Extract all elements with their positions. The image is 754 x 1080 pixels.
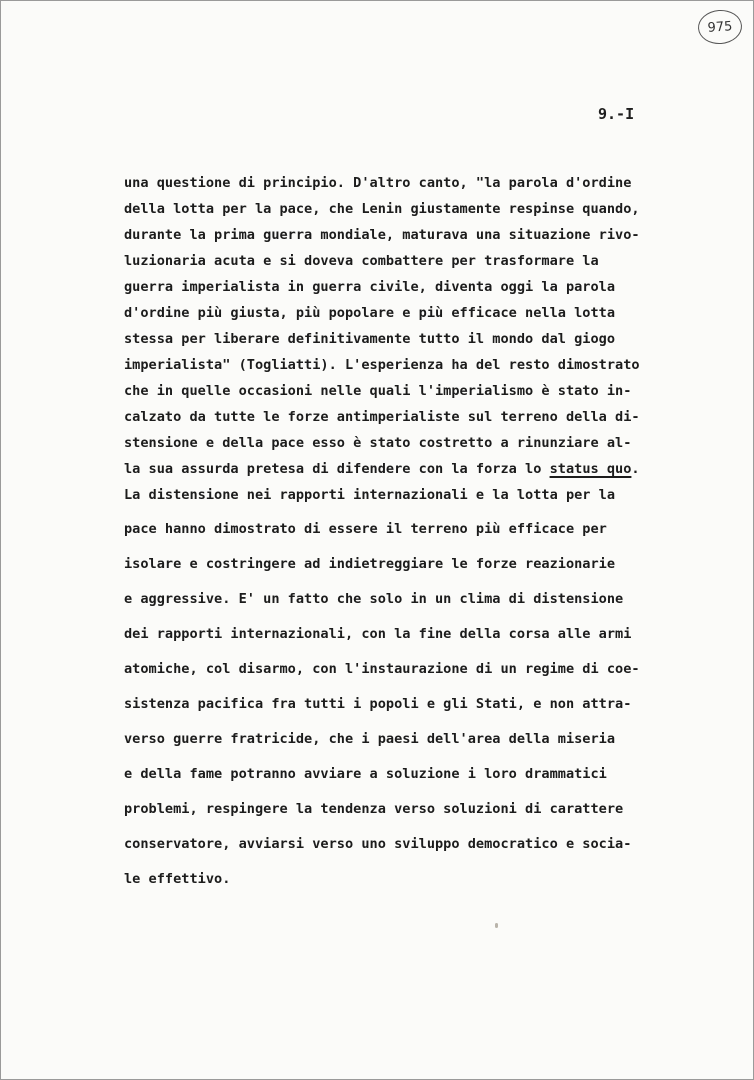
text-line: isolare e costringere ad indietreggiare le forze reazionarie	[124, 556, 616, 572]
page-number: 9.-I	[598, 105, 635, 123]
text-line: d'ordine più giusta, più popolare e più efficace nella lotta	[124, 305, 616, 321]
text-line: verso guerre fratricide, che i paesi dell'area della miseria	[124, 731, 616, 747]
text-line: atomiche, col disarmo, con l'instaurazione di un regime di coe-	[124, 661, 640, 677]
text-line: che in quelle occasioni nelle quali l'imperialismo è stato in-	[124, 383, 632, 399]
text-line: della lotta per la pace, che Lenin giustamente respinse quando,	[124, 201, 640, 217]
text-line-start: la sua assurda pretesa di difendere con la forza lo	[124, 461, 550, 477]
text-line: problemi, respingere la tendenza verso soluzioni di carattere	[124, 801, 624, 817]
text-line: le effettivo.	[124, 871, 231, 887]
text-line	[124, 461, 640, 477]
text-line: imperialista" (Togliatti). L'esperienza ha del resto dimostrato	[124, 357, 640, 373]
text-line: pace hanno dimostrato di essere il terreno più efficace per	[124, 521, 607, 537]
text-line: e aggressive. E' un fatto che solo in un clima di distensione	[124, 591, 624, 607]
text-line: stensione e della pace esso è stato costretto a rinunziare al-	[124, 435, 632, 451]
text-line: e della fame potranno avviare a soluzione i loro drammatici	[124, 766, 607, 782]
text-line: una questione di principio. D'altro canto, "la parola d'ordine	[124, 175, 632, 191]
text-line: La distensione nei rapporti internazionali e la lotta per la	[124, 487, 616, 503]
text-line: dei rapporti internazionali, con la fine della corsa alle armi	[124, 626, 632, 642]
archive-stamp: 975	[697, 9, 743, 46]
text-line: guerra imperialista in guerra civile, diventa oggi la parola	[124, 279, 616, 295]
underlined-suffix: .	[631, 461, 640, 477]
text-line: calzato da tutte le forze antimperialiste sul terreno della di-	[124, 409, 640, 425]
underlined-phrase: status quo	[549, 461, 632, 477]
text-line: luzionaria acuta e si doveva combattere per trasformare la	[124, 253, 599, 269]
text-line: durante la prima guerra mondiale, maturava una situazione rivo-	[124, 227, 640, 243]
paper-speck	[495, 923, 498, 928]
text-line: conservatore, avviarsi verso uno sviluppo democratico e socia-	[124, 836, 632, 852]
text-line: stessa per liberare definitivamente tutto il mondo dal giogo	[124, 331, 616, 347]
text-line: sistenza pacifica fra tutti i popoli e gli Stati, e non attra-	[124, 696, 632, 712]
